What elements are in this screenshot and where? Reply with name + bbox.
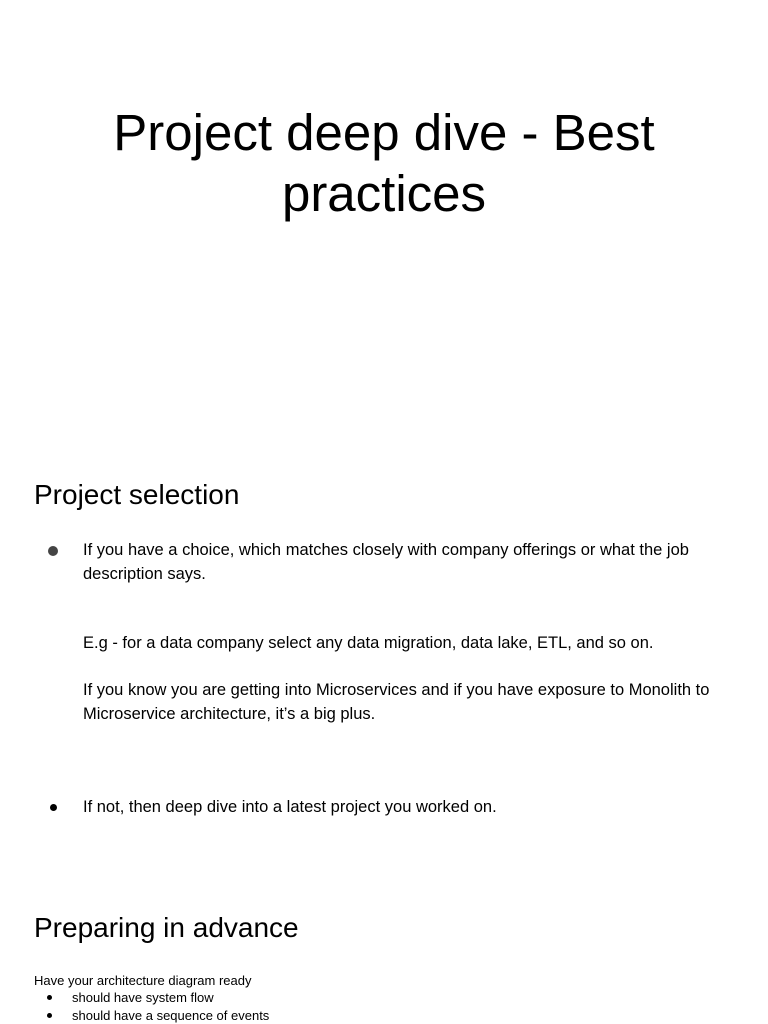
bullet-text-latest-project: If not, then deep dive into a latest project you worked on. bbox=[83, 798, 497, 816]
bullet-icon bbox=[50, 804, 57, 811]
bullet-icon bbox=[47, 995, 52, 1000]
bullet-text-choice: If you have a choice, which matches closely with company offerings or what the job description says. bbox=[83, 541, 689, 583]
section-heading-project-selection: Project selection bbox=[34, 479, 240, 510]
example-text: E.g - for a data company select any data migration, data lake, ETL, and so on. bbox=[83, 634, 654, 652]
list-item: should have a sequence of events bbox=[72, 1008, 270, 1023]
list-item: should have system flow bbox=[72, 990, 214, 1005]
page-title: Project deep dive - Best practices bbox=[113, 104, 655, 222]
section-heading-preparing-in-advance: Preparing in advance bbox=[34, 912, 299, 943]
bullet-icon bbox=[47, 1013, 52, 1018]
bullet-icon bbox=[48, 546, 58, 556]
microservices-note: If you know you are getting into Microservices and if you have exposure to Monolith to Microservice architecture, it’s a big plus. bbox=[83, 681, 710, 723]
architecture-intro-text: Have your architecture diagram ready bbox=[34, 973, 252, 988]
